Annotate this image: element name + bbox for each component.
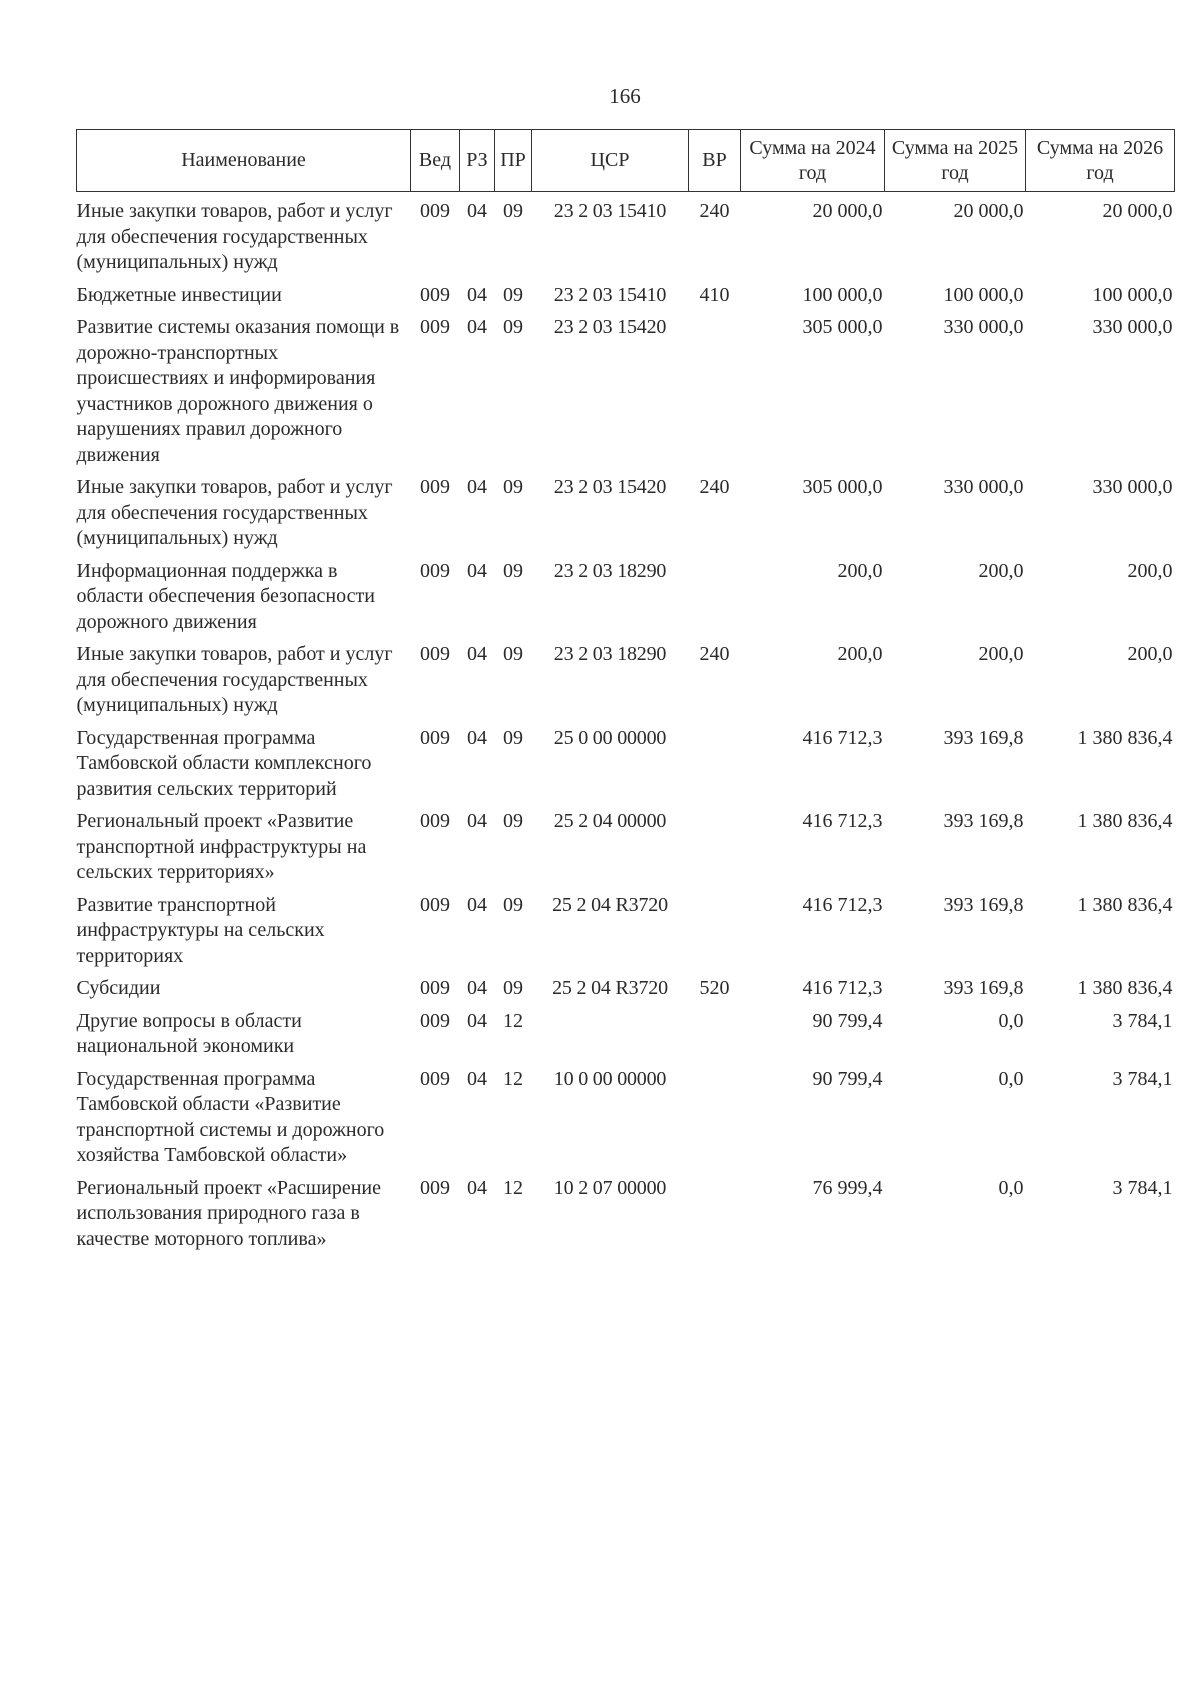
row-pr: 09 — [503, 726, 523, 749]
row-sum-2024: 200,0 — [837, 643, 883, 665]
row-sum-2025: 393 169,8 — [943, 726, 1024, 749]
header-sum-2024: Сумма на 2024 год — [741, 130, 885, 192]
row-sum-2025: 330 000,0 — [943, 316, 1024, 338]
table-row — [77, 1009, 1175, 1067]
row-sum-2024: 305 000,0 — [802, 316, 883, 338]
row-sum-2024: 416 712,3 — [802, 977, 883, 999]
row-sum-2026: 3 784,1 — [1112, 1009, 1173, 1032]
row-ved: 009 — [420, 1067, 450, 1090]
row-sum-2026: 3 784,1 — [1112, 1067, 1173, 1090]
row-sum-2026: 1 380 836,4 — [1077, 893, 1173, 916]
header-ved: Вед — [411, 130, 460, 192]
row-sum-2026: 20 000,0 — [1102, 200, 1173, 222]
row-vr — [689, 1176, 741, 1260]
row-pr: 09 — [503, 283, 523, 306]
row-sum-2024: 305 000,0 — [802, 476, 883, 498]
row-sum-2025: 393 169,8 — [943, 810, 1024, 832]
row-sum-2025: 0,0 — [998, 1067, 1024, 1090]
row-sum-2024: 76 999,4 — [812, 1176, 883, 1199]
row-ved: 009 — [420, 977, 450, 999]
table-row — [77, 726, 1175, 810]
row-vr — [689, 559, 741, 643]
row-ved: 009 — [420, 643, 450, 665]
row-rz: 04 — [467, 200, 487, 222]
row-rz: 04 — [467, 1176, 487, 1199]
row-sum-2025: 393 169,8 — [943, 893, 1024, 916]
row-ved: 009 — [420, 200, 450, 222]
header-sum-2025: Сумма на 2025 год — [885, 130, 1026, 192]
row-pr: 09 — [503, 200, 523, 222]
budget-table — [76, 129, 1175, 1259]
row-ved: 009 — [420, 726, 450, 749]
table-row — [77, 283, 1175, 316]
row-pr: 09 — [503, 977, 523, 999]
table-row — [77, 1067, 1175, 1176]
row-rz: 04 — [467, 1009, 487, 1032]
row-name: Иные закупки товаров, работ и услуг для обеспечения государственных (муниципальных) нужд — [76, 476, 393, 549]
header-vr: ВР — [689, 130, 741, 192]
row-sum-2025: 200,0 — [978, 643, 1024, 665]
row-vr: 240 — [699, 200, 730, 222]
row-sum-2026: 200,0 — [1127, 559, 1173, 582]
row-csr: 23 2 03 15410 — [553, 200, 667, 222]
row-vr: 410 — [699, 283, 730, 306]
row-csr: 23 2 03 15410 — [553, 283, 667, 306]
table-row — [77, 475, 1175, 559]
row-csr: 23 2 03 18290 — [553, 643, 667, 665]
row-csr: 10 0 00 00000 — [553, 1067, 667, 1090]
row-vr — [689, 893, 741, 977]
row-pr: 09 — [503, 316, 523, 338]
row-rz: 04 — [467, 893, 487, 916]
header-rz: РЗ — [460, 130, 495, 192]
header-csr: ЦСР — [532, 130, 689, 192]
table-row — [77, 976, 1175, 1009]
row-name: Иные закупки товаров, работ и услуг для обеспечения государственных (муниципальных) нужд — [76, 643, 393, 716]
table-row — [77, 315, 1175, 475]
table-row — [77, 642, 1175, 726]
row-csr: 23 2 03 18290 — [553, 559, 667, 582]
row-ved: 009 — [420, 1009, 450, 1032]
row-name: Субсидии — [76, 977, 161, 999]
row-vr — [689, 315, 741, 475]
row-pr: 09 — [503, 476, 523, 498]
table-row — [77, 893, 1175, 977]
row-rz: 04 — [467, 977, 487, 999]
row-vr: 240 — [699, 643, 730, 665]
row-vr — [689, 1009, 741, 1067]
row-sum-2026: 330 000,0 — [1092, 316, 1173, 338]
row-sum-2024: 416 712,3 — [802, 810, 883, 832]
row-csr: 10 2 07 00000 — [553, 1176, 667, 1199]
row-sum-2025: 393 169,8 — [943, 977, 1024, 999]
row-name: Бюджетные инвестиции — [76, 283, 282, 306]
row-pr: 12 — [503, 1009, 523, 1032]
row-name: Региональный проект «Развитие транспортной инфраструктуры на сельских территориях» — [76, 810, 367, 883]
row-sum-2026: 200,0 — [1127, 643, 1173, 665]
row-sum-2026: 100 000,0 — [1092, 283, 1173, 306]
row-vr: 520 — [699, 977, 730, 999]
header-pr: ПР — [495, 130, 532, 192]
row-sum-2024: 90 799,4 — [812, 1009, 883, 1032]
row-sum-2026: 1 380 836,4 — [1077, 726, 1173, 749]
row-rz: 04 — [467, 726, 487, 749]
row-ved: 009 — [420, 559, 450, 582]
row-name: Иные закупки товаров, работ и услуг для обеспечения государственных (муниципальных) нужд — [76, 200, 393, 273]
row-sum-2025: 20 000,0 — [953, 200, 1024, 222]
table-row — [77, 809, 1175, 893]
row-vr — [689, 1067, 741, 1176]
header-name: Наименование — [77, 130, 411, 192]
row-rz: 04 — [467, 643, 487, 665]
row-name: Региональный проект «Расширение использования природного газа в качестве моторного топлива» — [76, 1176, 382, 1250]
row-pr: 09 — [503, 893, 523, 916]
row-sum-2025: 0,0 — [998, 1009, 1024, 1032]
row-vr: 240 — [699, 476, 730, 498]
row-sum-2025: 0,0 — [998, 1176, 1024, 1199]
row-vr — [689, 809, 741, 893]
row-rz: 04 — [467, 1067, 487, 1090]
row-rz: 04 — [467, 316, 487, 338]
table-row — [77, 559, 1175, 643]
row-sum-2025: 200,0 — [978, 559, 1024, 582]
row-csr: 25 2 04 R3720 — [552, 977, 668, 999]
row-ved: 009 — [420, 476, 450, 498]
row-rz: 04 — [467, 559, 487, 582]
row-csr: 25 2 04 00000 — [553, 810, 667, 832]
row-ved: 009 — [420, 283, 450, 306]
row-sum-2024: 100 000,0 — [802, 283, 883, 306]
row-sum-2026: 3 784,1 — [1112, 1176, 1173, 1199]
row-pr: 09 — [503, 559, 523, 582]
row-name: Государственная программа Тамбовской области комплексного развития сельских территорий — [76, 726, 372, 800]
row-csr: 25 2 04 R3720 — [552, 893, 668, 916]
row-csr: 23 2 03 15420 — [553, 316, 667, 338]
row-rz: 04 — [467, 476, 487, 498]
row-ved: 009 — [420, 316, 450, 338]
row-sum-2026: 1 380 836,4 — [1077, 977, 1173, 999]
row-sum-2025: 330 000,0 — [943, 476, 1024, 498]
row-sum-2024: 20 000,0 — [812, 200, 883, 222]
row-vr — [689, 726, 741, 810]
row-ved: 009 — [420, 893, 450, 916]
row-csr — [532, 1009, 689, 1067]
page-number: 166 — [609, 84, 641, 108]
row-pr: 09 — [503, 643, 523, 665]
row-sum-2024: 90 799,4 — [812, 1067, 883, 1090]
row-rz: 04 — [467, 283, 487, 306]
row-ved: 009 — [420, 810, 450, 832]
row-sum-2024: 200,0 — [837, 559, 883, 582]
row-name: Развитие транспортной инфраструктуры на сельских территориях — [76, 893, 325, 967]
row-name: Информационная поддержка в области обеспечения безопасности дорожного движения — [76, 559, 375, 633]
row-ved: 009 — [420, 1176, 450, 1199]
row-sum-2025: 100 000,0 — [943, 283, 1024, 306]
row-name: Государственная программа Тамбовской области «Развитие транспортной системы и дорожного хозяйства Тамбовской области» — [76, 1067, 385, 1166]
header-sum-2026: Сумма на 2026 год — [1026, 130, 1175, 192]
row-sum-2026: 1 380 836,4 — [1077, 810, 1173, 832]
row-pr: 12 — [503, 1176, 523, 1199]
table-header — [77, 130, 1175, 192]
row-name: Развитие системы оказания помощи в дорожно-транспортных происшествиях и информирования участников дорожного движения о нарушениях правил дорожного движения — [76, 316, 400, 466]
row-sum-2024: 416 712,3 — [802, 726, 883, 749]
row-sum-2026: 330 000,0 — [1092, 476, 1173, 498]
row-csr: 23 2 03 15420 — [553, 476, 667, 498]
row-name: Другие вопросы в области национальной экономики — [76, 1009, 302, 1057]
row-pr: 12 — [503, 1067, 523, 1090]
row-csr: 25 0 00 00000 — [553, 726, 667, 749]
row-pr: 09 — [503, 810, 523, 832]
table-row — [77, 1176, 1175, 1260]
row-sum-2024: 416 712,3 — [802, 893, 883, 916]
row-rz: 04 — [467, 810, 487, 832]
table-row — [77, 199, 1175, 283]
table-body — [77, 192, 1175, 1260]
